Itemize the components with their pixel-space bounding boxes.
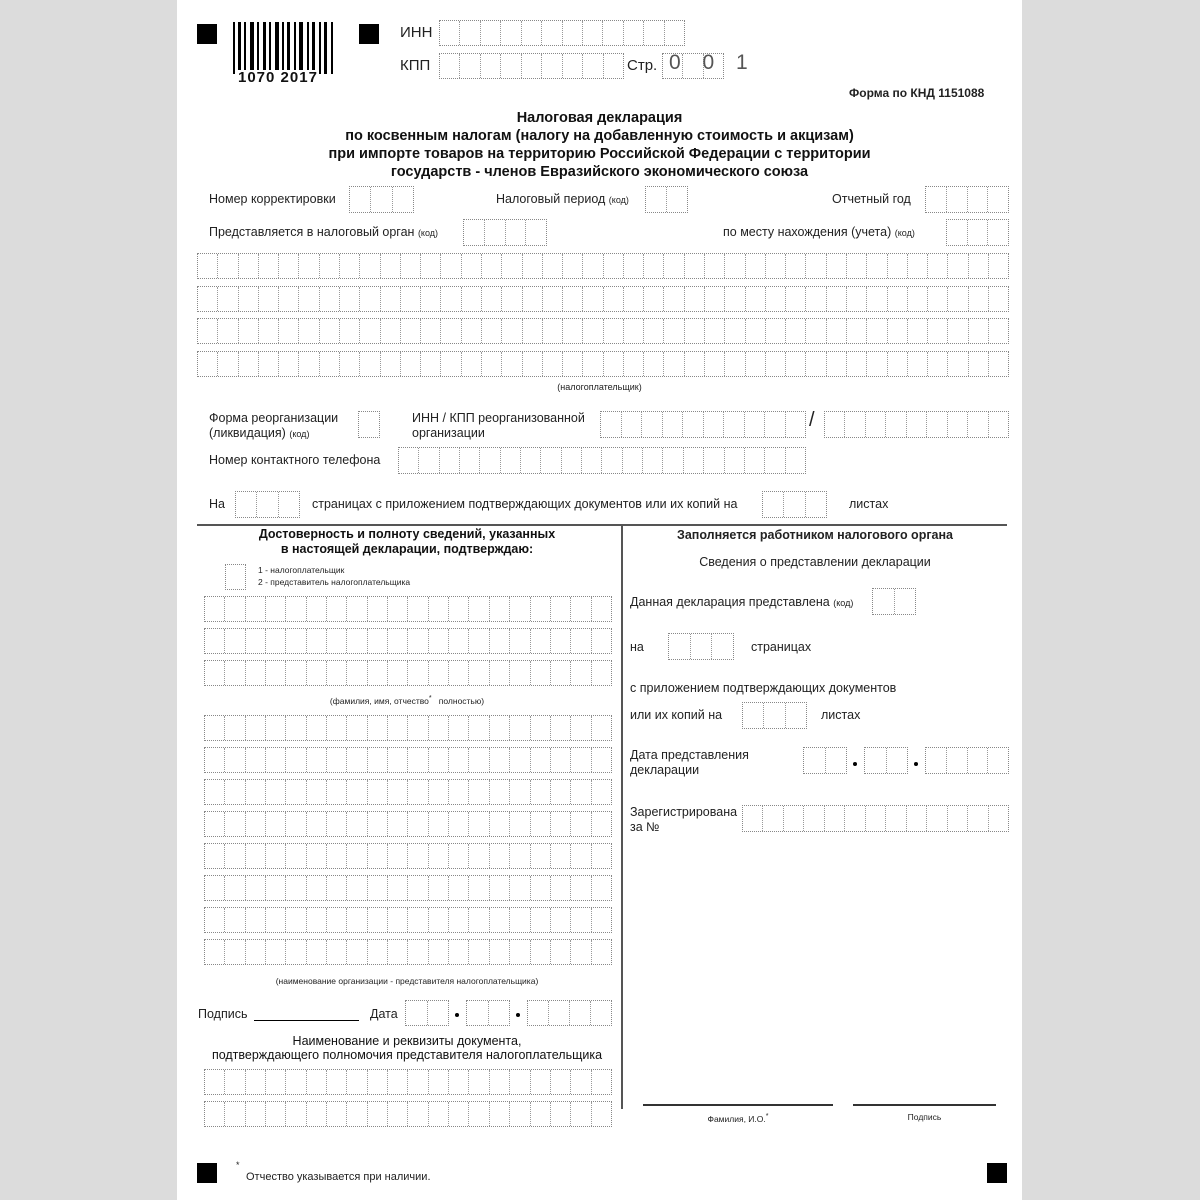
sheets-label-right: листах — [821, 708, 861, 722]
marker-bottom-left — [197, 1163, 217, 1183]
tax-office-sheets-field[interactable] — [742, 702, 807, 729]
form-code: Форма по КНД 1151088 — [849, 86, 985, 100]
signature-line[interactable] — [254, 1020, 359, 1021]
marker-top-left — [197, 24, 217, 44]
on-label: на — [630, 640, 644, 654]
cell-row[interactable] — [204, 1069, 612, 1095]
submission-day-field[interactable] — [803, 747, 847, 774]
cell-row[interactable] — [204, 660, 612, 686]
reorg-form-label: Форма реорганизации (ликвидация) (код) — [209, 411, 339, 440]
cell-row[interactable] — [197, 253, 1009, 279]
sheets-count-field[interactable] — [762, 491, 827, 518]
report-year-field[interactable] — [925, 186, 1009, 213]
registered-label: Зарегистрирована за № — [630, 805, 738, 834]
submission-info-heading: Сведения о представлении декларации — [699, 555, 931, 569]
or-copies-label: или их копий на — [630, 708, 723, 722]
tax-period-field[interactable] — [645, 186, 688, 213]
footnote: Отчество указывается при наличии. — [246, 1171, 431, 1183]
barcode — [233, 22, 338, 74]
submission-year-field[interactable] — [925, 747, 1009, 774]
officer-signature-caption: Подпись — [907, 1112, 942, 1122]
cell-row[interactable] — [204, 843, 612, 869]
option-representative: 2 - представитель налогоплательщика — [258, 577, 411, 587]
tax-authority-field[interactable] — [463, 219, 547, 246]
reorg-form-field[interactable] — [358, 411, 380, 438]
cell-row[interactable] — [197, 351, 1009, 377]
cell-row[interactable] — [197, 318, 1009, 344]
page-label: Стр. — [627, 57, 658, 74]
title-line-4: государств - членов Евразийского экономического союза — [390, 164, 809, 180]
tax-authority-label: Представляется в налоговый орган (код) — [209, 225, 439, 239]
pages-on-label: На — [209, 497, 225, 511]
title-line-3: при импорте товаров на территорию Российской Федерации с территории — [328, 146, 871, 162]
marker-bottom-right — [987, 1163, 1007, 1183]
reorg-kpp-field[interactable] — [824, 411, 1009, 438]
registration-number-field[interactable] — [742, 805, 1009, 832]
cell-row[interactable] — [204, 939, 612, 965]
section-divider — [197, 524, 1007, 526]
reorg-inn-label: ИНН / КПП реорганизованной организации — [412, 411, 585, 440]
organization-caption: (наименование организации - представителя налогоплательщика) — [275, 976, 539, 986]
cell-row[interactable] — [204, 715, 612, 741]
location-field[interactable] — [946, 219, 1009, 246]
officer-name-line[interactable] — [643, 1104, 833, 1106]
correction-number-label: Номер корректировки — [209, 192, 336, 206]
fio-caption: (фамилия, имя, отчество* полностью) — [329, 694, 485, 706]
date-separator — [516, 1013, 520, 1017]
submitted-label: Данная декларация представлена (код) — [630, 595, 854, 609]
cell-row[interactable] — [204, 779, 612, 805]
submitted-code-field[interactable] — [872, 588, 916, 615]
cell-row[interactable] — [204, 811, 612, 837]
tax-office-pages-field[interactable] — [668, 633, 734, 660]
location-label: по месту нахождения (учета) (код) — [723, 225, 915, 239]
title-line-1: Налоговая декларация — [516, 110, 683, 126]
reorg-inn-field[interactable] — [600, 411, 806, 438]
tax-period-label: Налоговый период (код) — [496, 192, 629, 206]
confirmation-heading: Достоверность и полноту сведений, указанных в настоящей декларации, подтверждаю: — [258, 527, 556, 556]
option-taxpayer: 1 - налогоплательщик — [258, 565, 345, 575]
kpp-field[interactable] — [439, 53, 624, 79]
officer-name-caption: Фамилия, И.О.* — [707, 1112, 769, 1124]
cell-row[interactable] — [204, 747, 612, 773]
form-title — [177, 109, 1022, 181]
barcode-number: 1070 2017 — [238, 69, 318, 86]
authority-doc-heading: Наименование и реквизиты документа, подтверждающего полномочия представителя налогоплательщика — [211, 1034, 603, 1062]
date-separator — [914, 762, 918, 766]
date-month-field[interactable] — [466, 1000, 510, 1026]
confirmer-type-field[interactable] — [225, 564, 246, 590]
column-divider — [621, 524, 623, 1109]
report-year-label: Отчетный год — [832, 192, 911, 206]
cell-row[interactable] — [204, 1101, 612, 1127]
cell-row[interactable] — [204, 875, 612, 901]
with-docs-label: с приложением подтверждающих документов — [630, 681, 897, 695]
submission-date-label: Дата представления декларации — [630, 748, 749, 777]
cell-row[interactable] — [197, 286, 1009, 312]
kpp-label: КПП — [400, 57, 431, 74]
inn-label: ИНН — [400, 24, 433, 41]
phone-field[interactable] — [398, 447, 806, 474]
marker-top-mid — [359, 24, 379, 44]
pages-count-field[interactable] — [235, 491, 300, 518]
submission-month-field[interactable] — [864, 747, 908, 774]
title-line-2: по косвенным налогам (налогу на добавленную стоимость и акцизам) — [345, 128, 854, 144]
inn-field[interactable] — [439, 20, 685, 46]
cell-row[interactable] — [204, 628, 612, 654]
sheets-label: листах — [849, 497, 889, 511]
date-year-field[interactable] — [527, 1000, 612, 1026]
officer-signature-line[interactable] — [853, 1104, 996, 1106]
phone-label: Номер контактного телефона — [209, 453, 381, 467]
correction-number-field[interactable] — [349, 186, 414, 213]
tax-office-heading: Заполняется работником налогового органа — [676, 528, 953, 542]
date-separator — [853, 762, 857, 766]
page-number: 0 0 1 — [669, 51, 756, 74]
date-separator — [455, 1013, 459, 1017]
taxpayer-caption: (налогоплательщик) — [557, 382, 642, 392]
date-label: Дата — [370, 1007, 398, 1021]
footnote-asterisk: * — [236, 1160, 240, 1170]
pages-text: страницах с приложением подтверждающих документов или их копий на — [312, 497, 738, 511]
inn-kpp-slash: / — [809, 409, 815, 431]
cell-row[interactable] — [204, 596, 612, 622]
signature-label: Подпись — [198, 1007, 248, 1021]
date-day-field[interactable] — [405, 1000, 449, 1026]
cell-row[interactable] — [204, 907, 612, 933]
pages-label: страницах — [751, 640, 812, 654]
